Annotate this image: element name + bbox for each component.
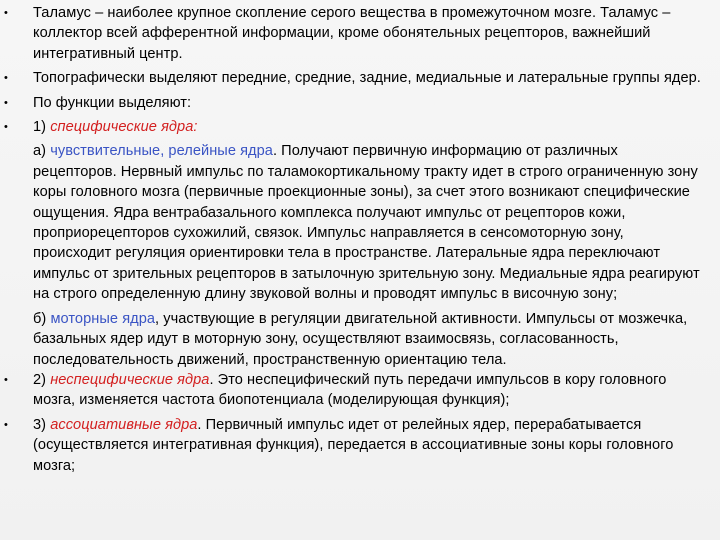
paragraph-associative-nuclei xyxy=(4,415,704,476)
list-number: 3) xyxy=(33,416,51,433)
bullet: • xyxy=(4,96,8,109)
bullet: • xyxy=(4,121,8,134)
term-sensory-relay-nuclei: чувствительные, релейные ядра xyxy=(50,143,273,160)
paragraph-text: По функции выделяют: xyxy=(33,94,192,111)
paragraph-motor-nuclei xyxy=(4,309,704,370)
bullet: • xyxy=(4,418,8,431)
term-specific-nuclei: специфические ядра: xyxy=(50,119,198,136)
paragraph-title: Таламус xyxy=(33,5,91,21)
paragraph-topography xyxy=(4,68,704,88)
paragraph-text: . Получают первичную информацию от различных рецепторов. Нервный импульс по таламокортикальному тракту идет в строго ограниченную зону коры головного мозга (первичные проекционные зоны), за счет этого возникают специфические ощущения. Ядра вентрабазального комплекса получают импульс от рецепторов кожи, проприорецепторов сухожилий, связок. Импульс направляется в сенсомоторную зону, происходит регуляция ориентировки тела в пространстве. Латеральные ядра переключают импульс от зрительных рецепторов в затылочную зрительную зону. Медиальные ядра реагируют на строго определенную длину звуковой волны и проводят импульс в височную зону; xyxy=(33,143,700,303)
paragraph-nonspecific-nuclei xyxy=(4,370,704,411)
list-letter: б) xyxy=(33,310,51,327)
paragraph-thalamus xyxy=(4,3,704,64)
paragraph-text: – наиболее крупное скопление серого вещества в промежуточном мозге. Таламус – коллектор всей афферентной информации, кроме обонятельных рецепторов, важнейший интегративный центр. xyxy=(33,5,671,62)
bullet: • xyxy=(4,373,8,386)
paragraph-text: . Это неспецифический путь передачи импульсов в кору головного мозга, изменяется частота биопотенциала (моделирующая функция); xyxy=(33,371,667,409)
term-associative-nuclei: ассоциативные ядра xyxy=(50,416,198,433)
list-letter: а) xyxy=(33,143,51,160)
term-nonspecific-nuclei: неспецифические ядра xyxy=(50,371,210,388)
paragraph-text: Топографически выделяют передние, средние, задние, медиальные и латеральные группы ядер. xyxy=(33,70,701,87)
paragraph-text: . Первичный импульс идет от релейных ядер, перерабатывается (осуществляется интегративная функция), передается в ассоциативные зоны коры головного мозга; xyxy=(33,416,674,474)
bullet: • xyxy=(4,72,8,85)
list-number: 2) xyxy=(33,371,51,388)
bullet: • xyxy=(4,7,8,19)
text-body xyxy=(4,3,704,476)
paragraph-function-intro xyxy=(4,93,704,113)
term-motor-nuclei: моторные ядра xyxy=(50,310,156,327)
paragraph-specific-nuclei xyxy=(4,117,704,137)
list-number: 1) xyxy=(33,119,51,136)
paragraph-sensory-nuclei xyxy=(4,141,704,304)
paragraph-text: , участвующие в регуляции двигательной активности. Импульсы от мозжечка, базальных ядер идут в моторную зону, осуществляют взаимосвязь, согласованность, последовательность движений, пространственную ориентацию тела. xyxy=(33,310,688,368)
